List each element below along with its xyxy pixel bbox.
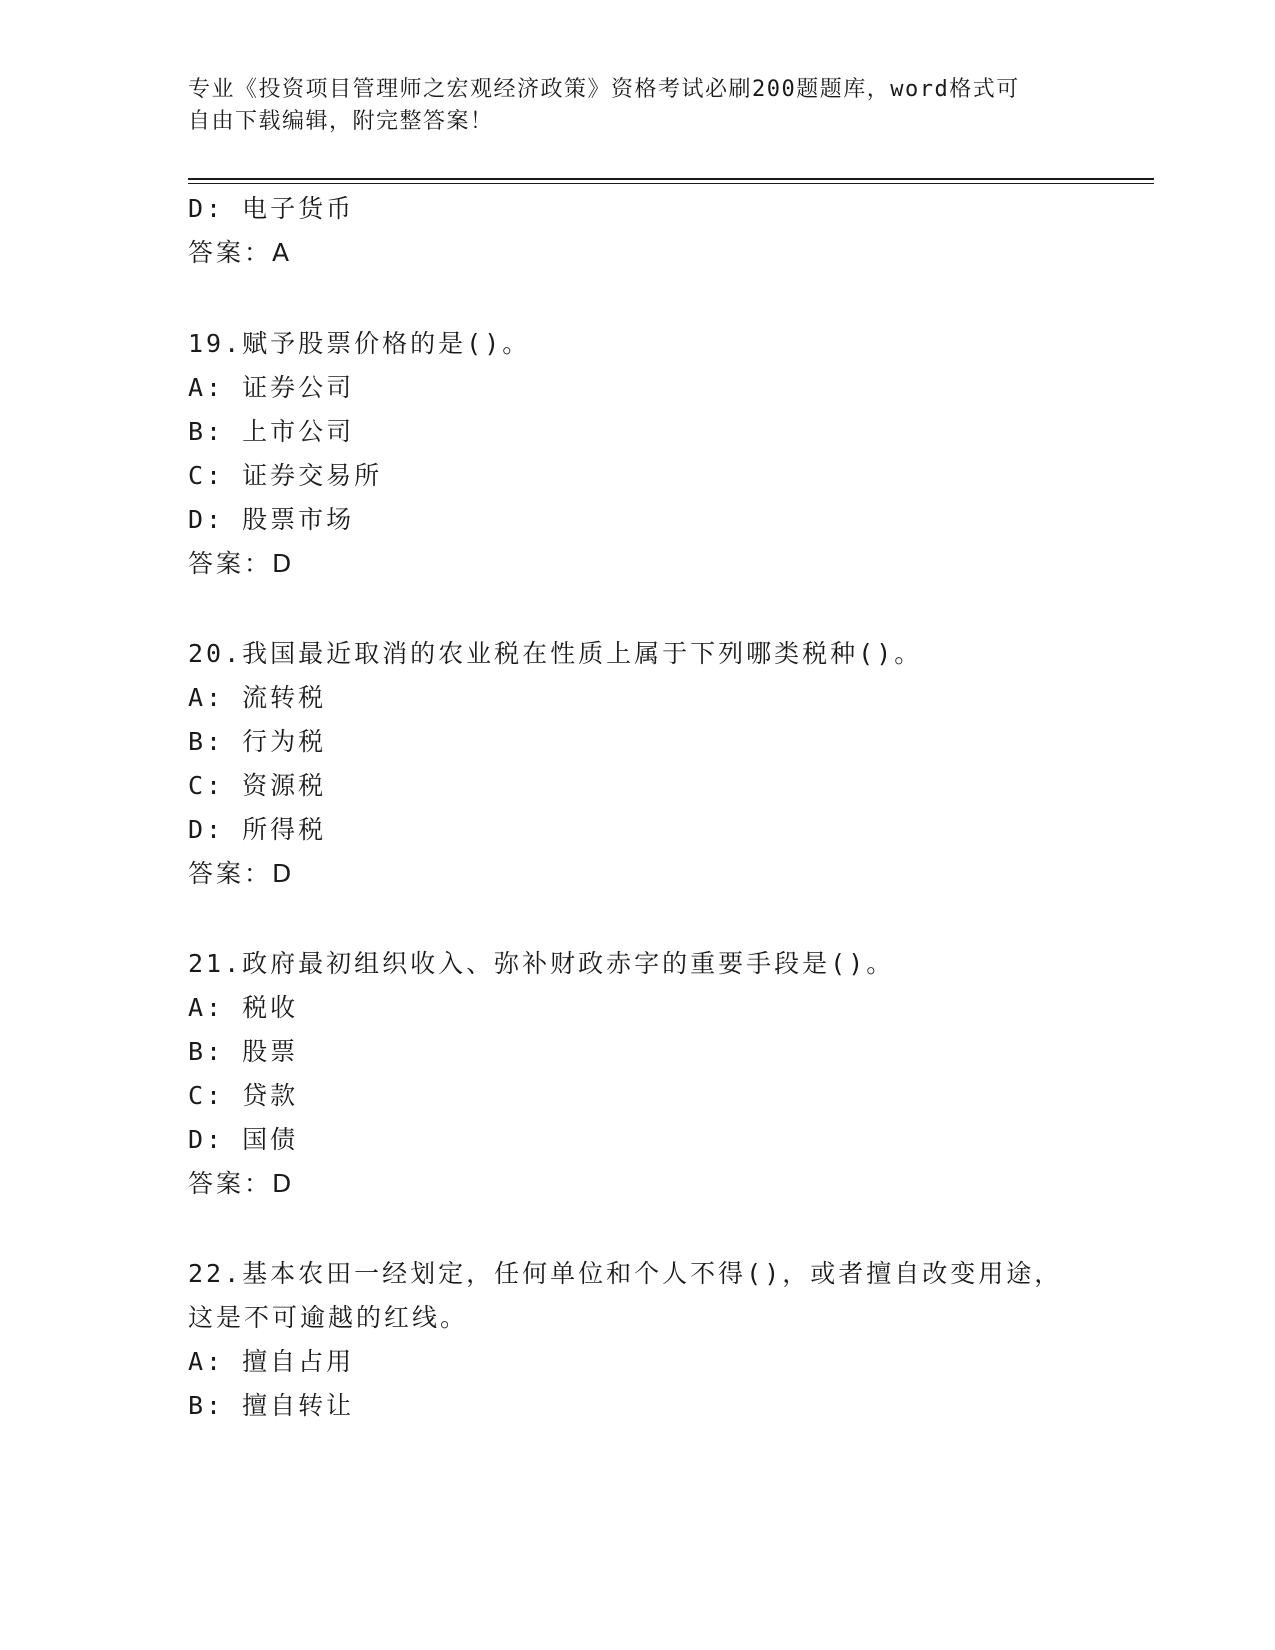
q21-option-d: D: 国债 bbox=[188, 1125, 299, 1154]
q21-answer: 答案：D bbox=[188, 1169, 295, 1198]
q22-option-a: A: 擅自占用 bbox=[188, 1347, 355, 1376]
question-20: 20.我国最近取消的农业税在性质上属于下列哪类税种()。 bbox=[188, 639, 923, 668]
q19-option-d: D: 股票市场 bbox=[188, 505, 355, 534]
question-21: 21.政府最初组织收入、弥补财政赤字的重要手段是()。 bbox=[188, 949, 895, 978]
option-d: D: 电子货币 bbox=[188, 194, 355, 223]
header-line-1: 专业《投资项目管理师之宏观经济政策》资格考试必刷200题题库，word格式可 bbox=[188, 77, 1020, 102]
q21-option-c: C: 贷款 bbox=[188, 1081, 299, 1110]
q22-option-b: B: 擅自转让 bbox=[188, 1391, 355, 1420]
question-22-line-2: 这是不可逾越的红线。 bbox=[188, 1303, 469, 1332]
q19-option-a: A: 证券公司 bbox=[188, 373, 355, 402]
q20-option-c: C: 资源税 bbox=[188, 771, 327, 800]
question-22-line-1: 22.基本农田一经划定，任何单位和个人不得()，或者擅自改变用途， bbox=[188, 1259, 1063, 1288]
answer: 答案：A bbox=[188, 238, 293, 267]
question-19: 19.赋予股票价格的是()。 bbox=[188, 329, 531, 358]
header-line-2: 自由下载编辑，附完整答案！ bbox=[188, 109, 494, 134]
document-header bbox=[188, 74, 1068, 138]
q19-option-c: C: 证券交易所 bbox=[188, 461, 383, 490]
header-divider-thick bbox=[188, 178, 1154, 180]
q20-option-b: B: 行为税 bbox=[188, 727, 327, 756]
header-divider-thin bbox=[188, 183, 1154, 184]
q20-answer: 答案：D bbox=[188, 859, 295, 888]
q19-answer: 答案：D bbox=[188, 549, 295, 578]
q21-option-a: A: 税收 bbox=[188, 993, 299, 1022]
q20-option-d: D: 所得税 bbox=[188, 815, 327, 844]
q21-option-b: B: 股票 bbox=[188, 1037, 299, 1066]
q20-option-a: A: 流转税 bbox=[188, 683, 327, 712]
q19-option-b: B: 上市公司 bbox=[188, 417, 355, 446]
